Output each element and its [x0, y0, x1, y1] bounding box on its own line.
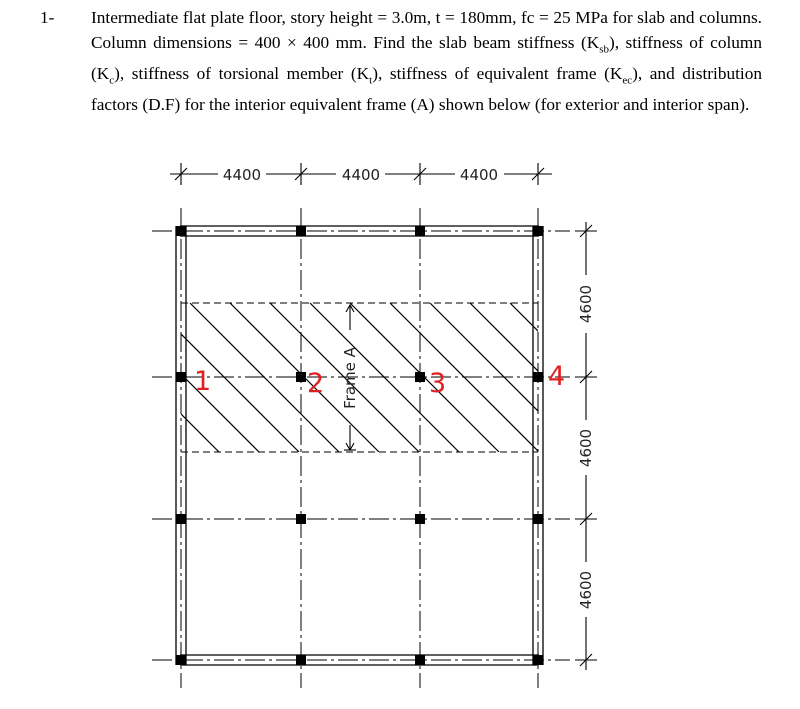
subscript-sb: sb [599, 43, 609, 56]
column-number: 1 [194, 366, 212, 397]
subscript-t: t [369, 74, 373, 87]
dimension-label: 4600 [577, 284, 595, 324]
column [533, 226, 543, 236]
question-text-part: ), stiffness of equivalent frame (K [372, 63, 623, 83]
column [176, 655, 186, 665]
column [533, 655, 543, 665]
slab-edges [176, 226, 543, 665]
frame-a-strip-border [181, 303, 538, 452]
dimension-label: 4400 [459, 166, 499, 184]
column [415, 514, 425, 524]
column [176, 372, 186, 382]
column-number: 2 [307, 368, 325, 399]
subscript-ec: ec [622, 74, 633, 87]
question-text-part: Intermediate flat plate floor, story height = 3.0m, t = 180mm, fc = 25 MPa for slab and columns. Column dimensions = 400 × 400 mm. Find the slab beam stiffness (K [91, 8, 762, 52]
question-text-part: ), stiffness of torsional member (K [114, 63, 370, 83]
column-number: 3 [429, 368, 447, 399]
column [296, 226, 306, 236]
dimension-label: 4600 [577, 428, 595, 468]
dimension-label: 4400 [341, 166, 381, 184]
columns [176, 226, 543, 665]
column [296, 372, 306, 382]
column [176, 514, 186, 524]
column [176, 226, 186, 236]
question-text-part: ), stiffness of column (K [91, 32, 762, 83]
column [296, 655, 306, 665]
column [415, 655, 425, 665]
question-number: 1- [40, 8, 55, 27]
column [296, 514, 306, 524]
dimension-label: 4600 [577, 570, 595, 610]
column [533, 372, 543, 382]
question-text-part: ), and distribution factors (D.F) for the interior equivalent frame (A) shown below (for exterior and interior span). [91, 63, 762, 114]
dimension-label: 4400 [222, 166, 262, 184]
column [415, 226, 425, 236]
frame-a-label: Frame A [341, 347, 359, 409]
subscript-c: c [109, 74, 115, 87]
column [415, 372, 425, 382]
column [533, 514, 543, 524]
column-number-annotations [194, 361, 565, 399]
column-number: 4 [548, 361, 566, 392]
